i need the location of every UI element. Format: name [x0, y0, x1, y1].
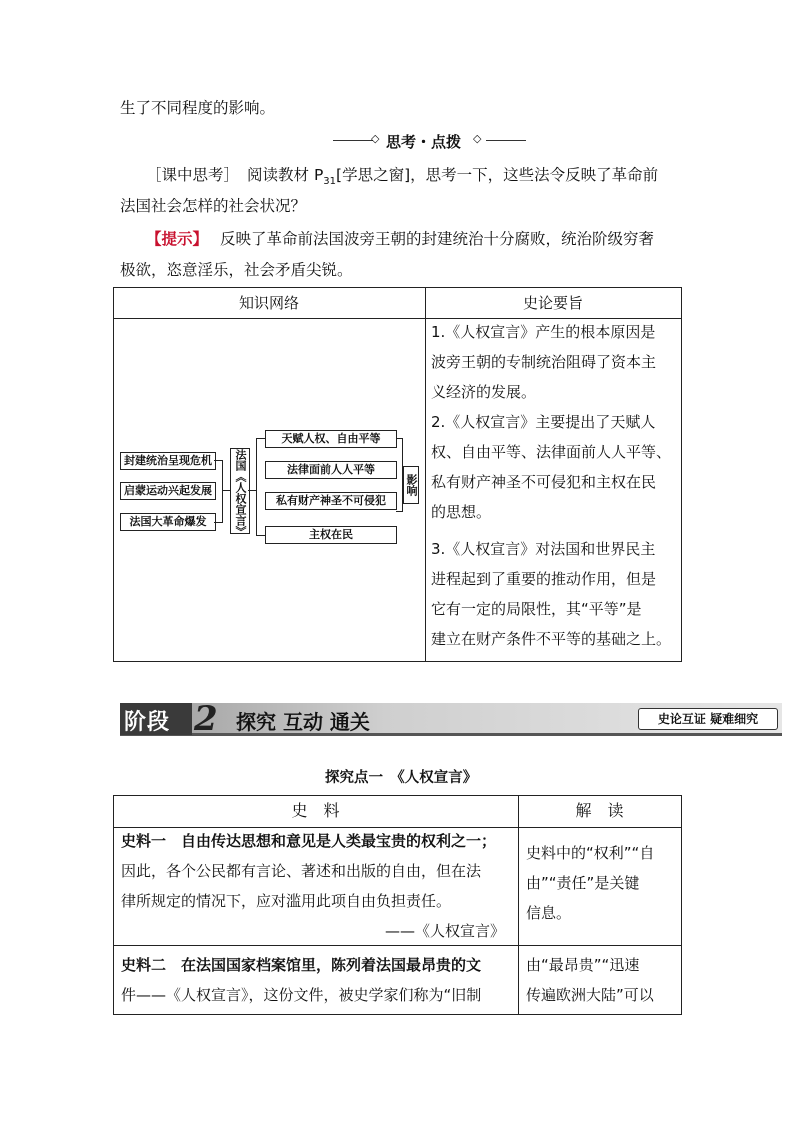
cause-box: 法国大革命爆发	[120, 513, 216, 531]
question-text-b: [学思之窗]，思考一下，这些法令反映了革命前	[336, 166, 659, 184]
key-point-line: 2.《人权宣言》主要提出了天赋人	[431, 413, 656, 431]
heading-rule-left	[333, 140, 373, 141]
header-source: 史 料	[291, 801, 340, 820]
table-divider	[425, 287, 426, 662]
content-bracket-right	[396, 438, 403, 512]
stage-banner	[120, 699, 782, 739]
source-1-citation: ——《人权宣言》	[385, 922, 506, 940]
interpretation-1-line: 史料中的“权利”“自	[526, 844, 655, 862]
stage-word: 阶段	[124, 710, 171, 735]
key-point-line: 波旁王朝的专制统治阻碍了资本主	[431, 353, 657, 371]
source-1-line: 史料一 自由传达思想和意见是人类最宝贵的权利之一；	[121, 832, 497, 850]
content-box: 主权在民	[265, 526, 397, 544]
interpretation-1-line: 由”“责任”是关键	[526, 874, 640, 892]
question-line-1	[146, 163, 658, 187]
header-knowledge-network: 知识网络	[238, 294, 299, 312]
source-2-line: 史料二 在法国国家档案馆里，陈列着法国最昂贵的文	[121, 956, 482, 974]
content-box: 私有财产神圣不可侵犯	[265, 492, 397, 510]
source-1-line: 因此，各个公民都有言论、著述和出版的自由，但在法	[121, 862, 482, 880]
diamond-icon: ◇	[473, 132, 482, 145]
interpretation-2-line: 由“最昂贵”“迅速	[526, 956, 640, 974]
question-line-2: 法国社会怎样的社会状况？	[120, 197, 307, 215]
hint-line-1	[146, 227, 654, 249]
intro-line: 生了不同程度的影响。	[120, 99, 276, 117]
key-point-line: 权、自由平等、法律面前人人平等、	[431, 443, 672, 461]
connector	[222, 490, 230, 491]
stage-number: 2	[194, 699, 218, 739]
header-interpretation: 解 读	[575, 801, 624, 820]
header-key-points: 史论要旨	[522, 294, 583, 312]
question-subscript: 31	[323, 176, 337, 188]
key-point-line: 建立在财产条件不平等的基础之上。	[431, 630, 672, 648]
cause-bracket	[214, 460, 223, 523]
center-box	[230, 448, 250, 537]
key-point-line: 它有一定的局限性，其“平等”是	[431, 600, 642, 618]
cause-box: 封建统治呈现危机	[120, 452, 216, 470]
cause-box: 启蒙运动兴起发展	[120, 482, 216, 500]
source-1-line: 律所规定的情况下，应对滥用此项自由负担责任。	[121, 892, 452, 910]
question-label: ［课中思考］	[146, 166, 240, 184]
content-box: 法律面前人人平等	[265, 461, 397, 479]
content-box: 天赋人权、自由平等	[265, 430, 397, 448]
hint-text: 反映了革命前法国波旁王朝的封建统治十分腐败，统治阶级穷奢	[220, 230, 655, 248]
banner-underline	[120, 733, 782, 736]
key-point-line: 3.《人权宣言》对法国和世界民主	[431, 540, 656, 558]
interpretation-1-line: 信息。	[526, 904, 572, 922]
section-heading	[333, 131, 528, 151]
key-point-line: 1.《人权宣言》产生的根本原因是	[431, 323, 656, 341]
source-2-line: 件——《人权宣言》，这份文件，被史学家们称为“旧制	[121, 986, 482, 1004]
source-table-divider	[518, 795, 519, 1015]
connector	[248, 490, 256, 491]
interpretation-2-line: 传遍欧洲大陆”可以	[526, 986, 654, 1004]
key-point-line: 义经济的发展。	[431, 383, 537, 401]
hint-line-2: 极欲，恣意淫乐，社会矛盾尖锐。	[120, 261, 353, 279]
content-bracket-left	[256, 438, 265, 536]
effect-text: 影响	[405, 474, 418, 496]
diamond-icon: ◇	[371, 132, 380, 145]
key-point-line: 的思想。	[431, 503, 492, 521]
heading-rule-right	[486, 140, 526, 141]
question-text-a: 阅读教材 P	[247, 166, 324, 184]
key-point-line: 私有财产神圣不可侵犯和主权在民	[431, 473, 657, 491]
center-text: 法国《人权宣言》	[234, 449, 247, 537]
heading-text: 思考・点拨	[386, 133, 462, 151]
effect-box	[403, 466, 419, 504]
hint-label: 【提示】	[146, 230, 209, 248]
stage-title: 探究 互动 通关	[236, 710, 370, 734]
key-point-line: 进程起到了重要的推动作用，但是	[431, 570, 657, 588]
stage-tag-text: 史论互证 疑难细究	[657, 712, 759, 726]
inquiry-title: 探究点一 《人权宣言》	[325, 770, 478, 786]
